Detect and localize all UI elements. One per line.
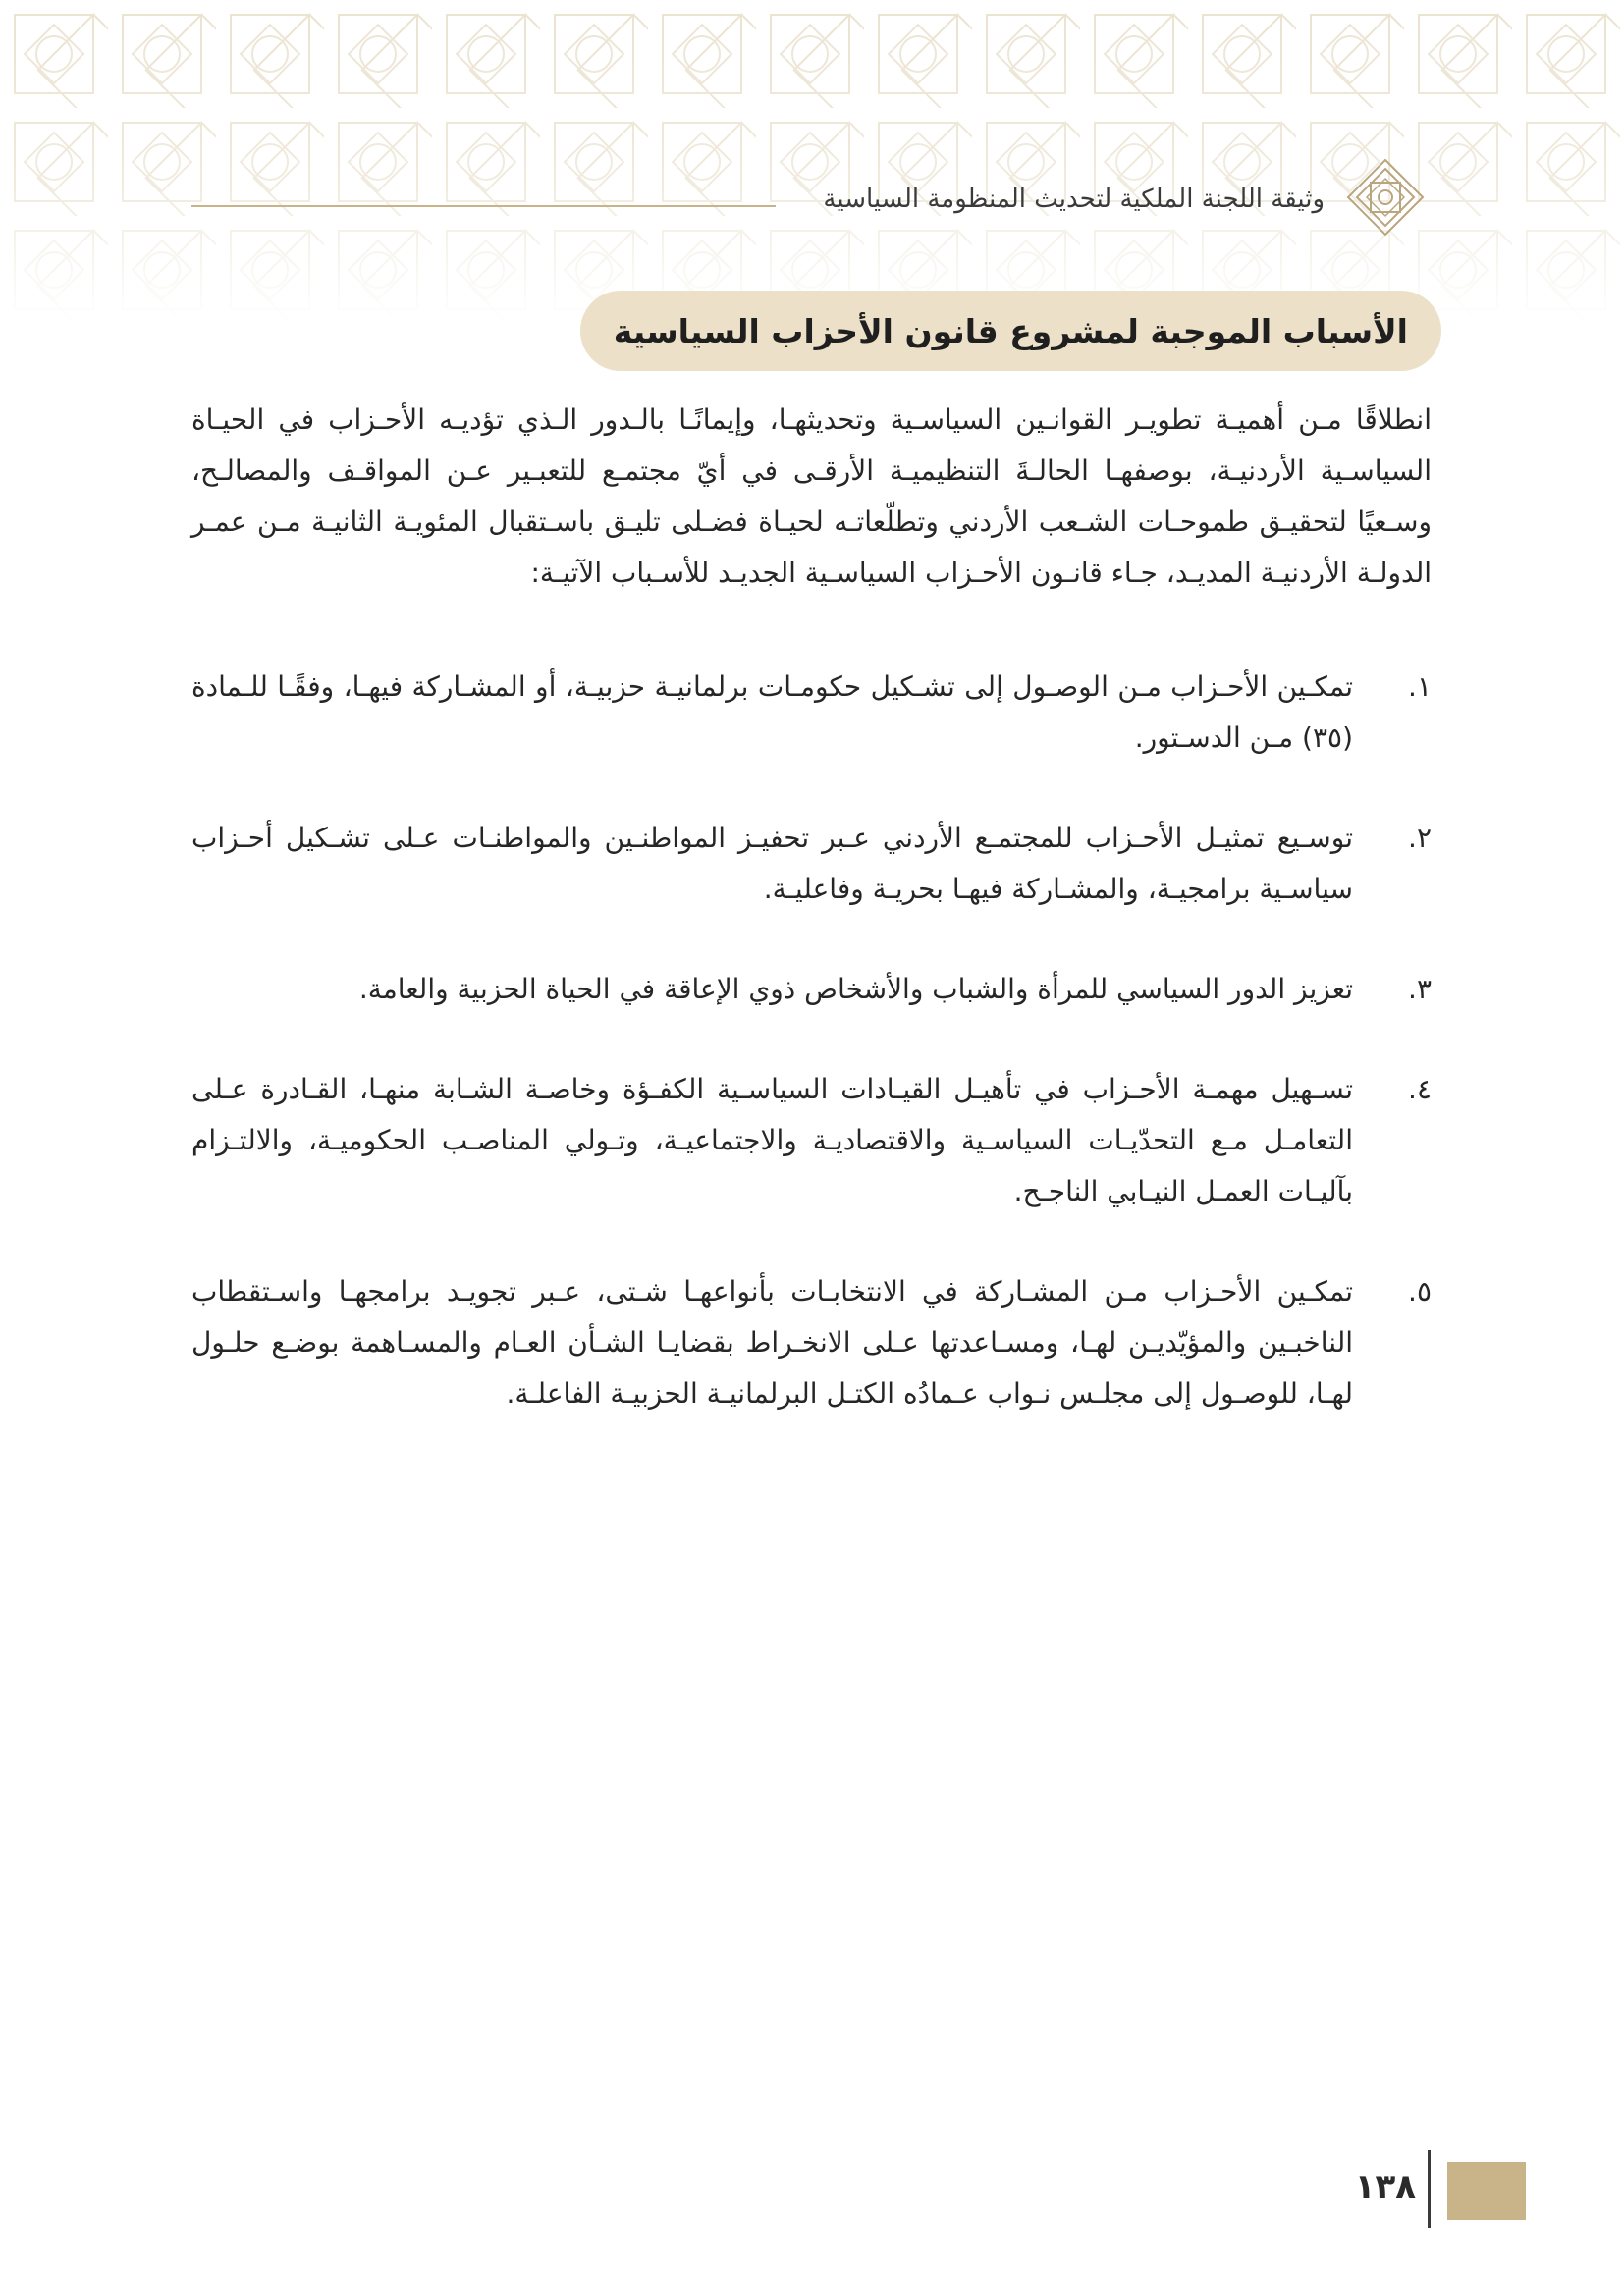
list-item-number: ٢. (1408, 822, 1432, 854)
list-item-text: تمكـين الأحـزاب مـن المشـاركة في الانتخابـات بأنواعهـا شـتى، عـبر تجويـد برامجهـا واسـتقطاب الناخبـين والمؤيّديـن لهـا، ومسـاعدتها عـلى الانخـراط بقضايـا الشـأن العـام والمسـاهمة بوضـع حلـول لهـا، للوصـول إلى مجلـس نـواب عـمادُه الكتـل البرلمانيـة الحزبيـة الفاعلـة. (191, 1275, 1353, 1410)
list-item (191, 1266, 1432, 1419)
list-item-text: تعزيز الدور السياسي للمرأة والشباب والأشخاص ذوي الإعاقة في الحياة الحزبية والعامة. (358, 973, 1353, 1005)
running-header (0, 157, 1624, 236)
list-item (191, 964, 1432, 1015)
list-item-text: تسـهيل مهمـة الأحـزاب في تأهيـل القيـادات السياسـية الكفـؤة وخاصـة الشـابة منهـا، القـادرة عـلى التعامـل مـع التحدّيـات السياسـية والاقتصاديـة والاجتماعيـة، وتـولي المناصـب الحكوميـة، والالتـزام بآليـات العمـل النيـابي الناجـح. (191, 1073, 1353, 1207)
list-item-text: تمكـين الأحـزاب مـن الوصـول إلى تشـكيل حكومـات برلمانيـة حزبيـة، أو المشـاركة فيهـا، وفقًـا للـمادة (٣٥) مـن الدسـتور. (191, 670, 1353, 754)
header-rule (191, 205, 776, 207)
intro-paragraph: انطلاقًا مـن أهميـة تطويـر القوانـين السياسـية وتحديثهـا، وإيمانًـا بالـدور الـذي تؤديـه الأحـزاب في الحيـاة السياسـية الأردنيـة، بوصفهـا الحالـةَ التنظيميـة الأرقـى في أيّ مجتمـع للتعبـير عـن المواقـف والمصالـح، وسـعيًا لتحقيـق طموحـات الشـعب الأردني وتطلّعاتـه لحيـاة فضـلى تليـق باسـتقبال المئويـة الثانيـة مـن عمـر الدولـة الأردنيـة المديـد، جـاء قانـون الأحـزاب السياسـية الجديـد للأسـباب الآتيـة: (191, 403, 1432, 589)
list-item (191, 1064, 1432, 1217)
list-item-text: توسـيع تمثيـل الأحـزاب للمجتمـع الأردني عـبر تحفيـز المواطنـين والمواطنـات عـلى تشـكيل أحـزاب سياسـية برامجيـة، والمشـاركة فيهـا بحريـة وفاعليـة. (191, 822, 1353, 905)
section-heading-pill (580, 291, 1441, 371)
list-item (191, 813, 1432, 915)
list-item-number: ٥. (1408, 1275, 1432, 1308)
document-title: وثيقة اللجنة الملكية لتحديث المنظومة السياسية (823, 185, 1325, 214)
footer-divider (1428, 2150, 1431, 2228)
list-item-number: ٤. (1408, 1073, 1432, 1105)
main-content (191, 395, 1432, 1419)
footer-accent-bar (1447, 2162, 1526, 2220)
list-item-number: ٣. (1408, 973, 1432, 1005)
diamond-emblem-icon (1345, 157, 1426, 238)
list-item-number: ١. (1408, 670, 1432, 703)
page-number: ١٣٨ (1354, 2167, 1416, 2207)
reasons-list (191, 662, 1432, 1419)
section-title: الأسباب الموجبة لمشروع قانون الأحزاب السياسية (613, 311, 1408, 350)
list-item (191, 662, 1432, 764)
